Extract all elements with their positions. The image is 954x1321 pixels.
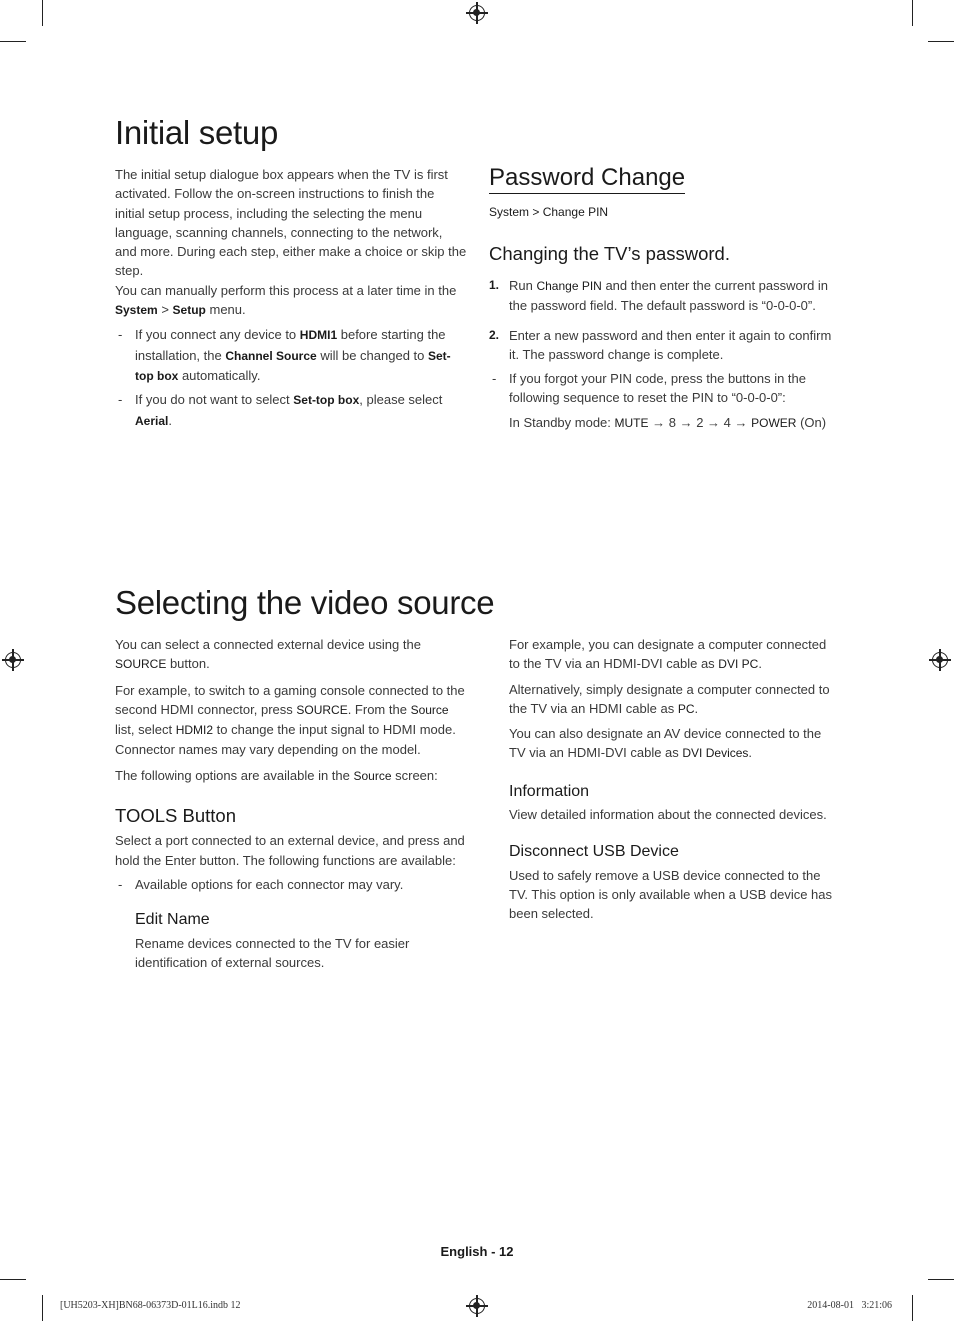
bullet-options-vary: - Available options for each connector may vary. [118, 876, 404, 892]
step-1: 1. Run Change PIN and then enter the current password in the password field. The default password is “0-0-0-0”. [489, 278, 829, 314]
tools-button-text: Select a port connected to an external device, and press and hold the Enter button. The following functions are available: [115, 833, 465, 868]
file-info: [UH5203-XH]BN68-06373D-01L16.indb 12 [60, 1300, 241, 1311]
crop-mark [0, 1279, 26, 1280]
password-steps [489, 276, 834, 433]
video-source-left [115, 635, 467, 972]
section-title-initial-setup: Initial setup [115, 114, 279, 151]
step-2: 2. Enter a new password and then enter it again to confirm it. The password change is complete. [489, 327, 832, 362]
information-heading: Information [509, 782, 590, 800]
video-source-p2: For example, to switch to a gaming console connected to the second HDMI connector, press SOURCE. From the Source list, select HDMI2 to change the input signal to HDMI mode. Connector names may vary depending on the model. [115, 682, 465, 758]
registration-mark-icon [932, 652, 948, 668]
standby-sequence: In Standby mode: MUTE → 8 → 2 → 4 → POWER (On) [509, 414, 827, 430]
edit-name-text: Rename devices connected to the TV for easier identification of external sources. [135, 935, 410, 970]
edit-name-heading: Edit Name [135, 911, 210, 929]
crop-mark [912, 0, 913, 26]
password-subtitle: Changing the TV’s password. [489, 243, 730, 264]
dvi-devices-text: You can also designate an AV device connected to the TV via an HDMI-DVI cable as DVI Devices. [509, 726, 822, 761]
video-source-p1: You can select a connected external device using the SOURCE button. [115, 637, 421, 672]
crop-mark [42, 0, 43, 26]
registration-mark-icon [469, 1298, 485, 1314]
disconnect-usb-heading: Disconnect USB Device [509, 843, 679, 861]
video-source-p3: The following options are available in the Source screen: [115, 767, 438, 783]
tools-button-heading: TOOLS Button [115, 805, 236, 827]
registration-mark-icon [5, 652, 21, 668]
breadcrumb: System > Change PIN [489, 205, 609, 219]
dvi-pc-text: For example, you can designate a computer connected to the TV via an HDMI-DVI cable as DVI PC. [509, 637, 827, 672]
print-date: 2014-08-01 3:21:06 [807, 1300, 892, 1311]
information-text: View detailed information about the connected devices. [509, 807, 827, 823]
bullet-aerial: - If you do not want to select Set-top box, please select Aerial. [118, 392, 443, 428]
crop-mark [42, 1295, 43, 1321]
edit-name-block [115, 910, 467, 972]
crop-mark [912, 1295, 913, 1321]
initial-setup-manual: You can manually perform this process at a later time in the System > Setup menu. [115, 282, 457, 318]
initial-setup-intro: The initial setup dialogue box appears when the TV is first activated. Follow the on-screen instructions to finish the initial setup process, including the selecting the menu language, scanning channels, connecting to the network, and more. During each step, either make a choice or skip the step. [115, 167, 467, 279]
crop-mark [928, 41, 954, 42]
initial-setup-body [115, 165, 467, 431]
section-title-video-source: Selecting the video source [115, 584, 495, 621]
registration-mark-icon [469, 5, 485, 21]
password-change-heading: Password Change [489, 164, 685, 194]
video-source-right [509, 635, 834, 924]
crop-mark [928, 1279, 954, 1280]
crop-mark [0, 41, 26, 42]
bullet-hdmi1: - If you connect any device to HDMI1 before starting the installation, the Channel Source will be changed to Set-top box automatically. [118, 327, 451, 383]
disconnect-usb-text: Used to safely remove a USB device connected to the TV. This option is only available when a USB device has been selected. [509, 867, 833, 922]
pc-text: Alternatively, simply designate a computer connected to the TV via an HDMI cable as PC. [509, 681, 830, 716]
page-number: English - 12 [440, 1244, 514, 1259]
bullet-forgot-pin: - If you forgot your PIN code, press the buttons in the following sequence to reset the PIN to “0-0-0-0”: [492, 371, 807, 406]
